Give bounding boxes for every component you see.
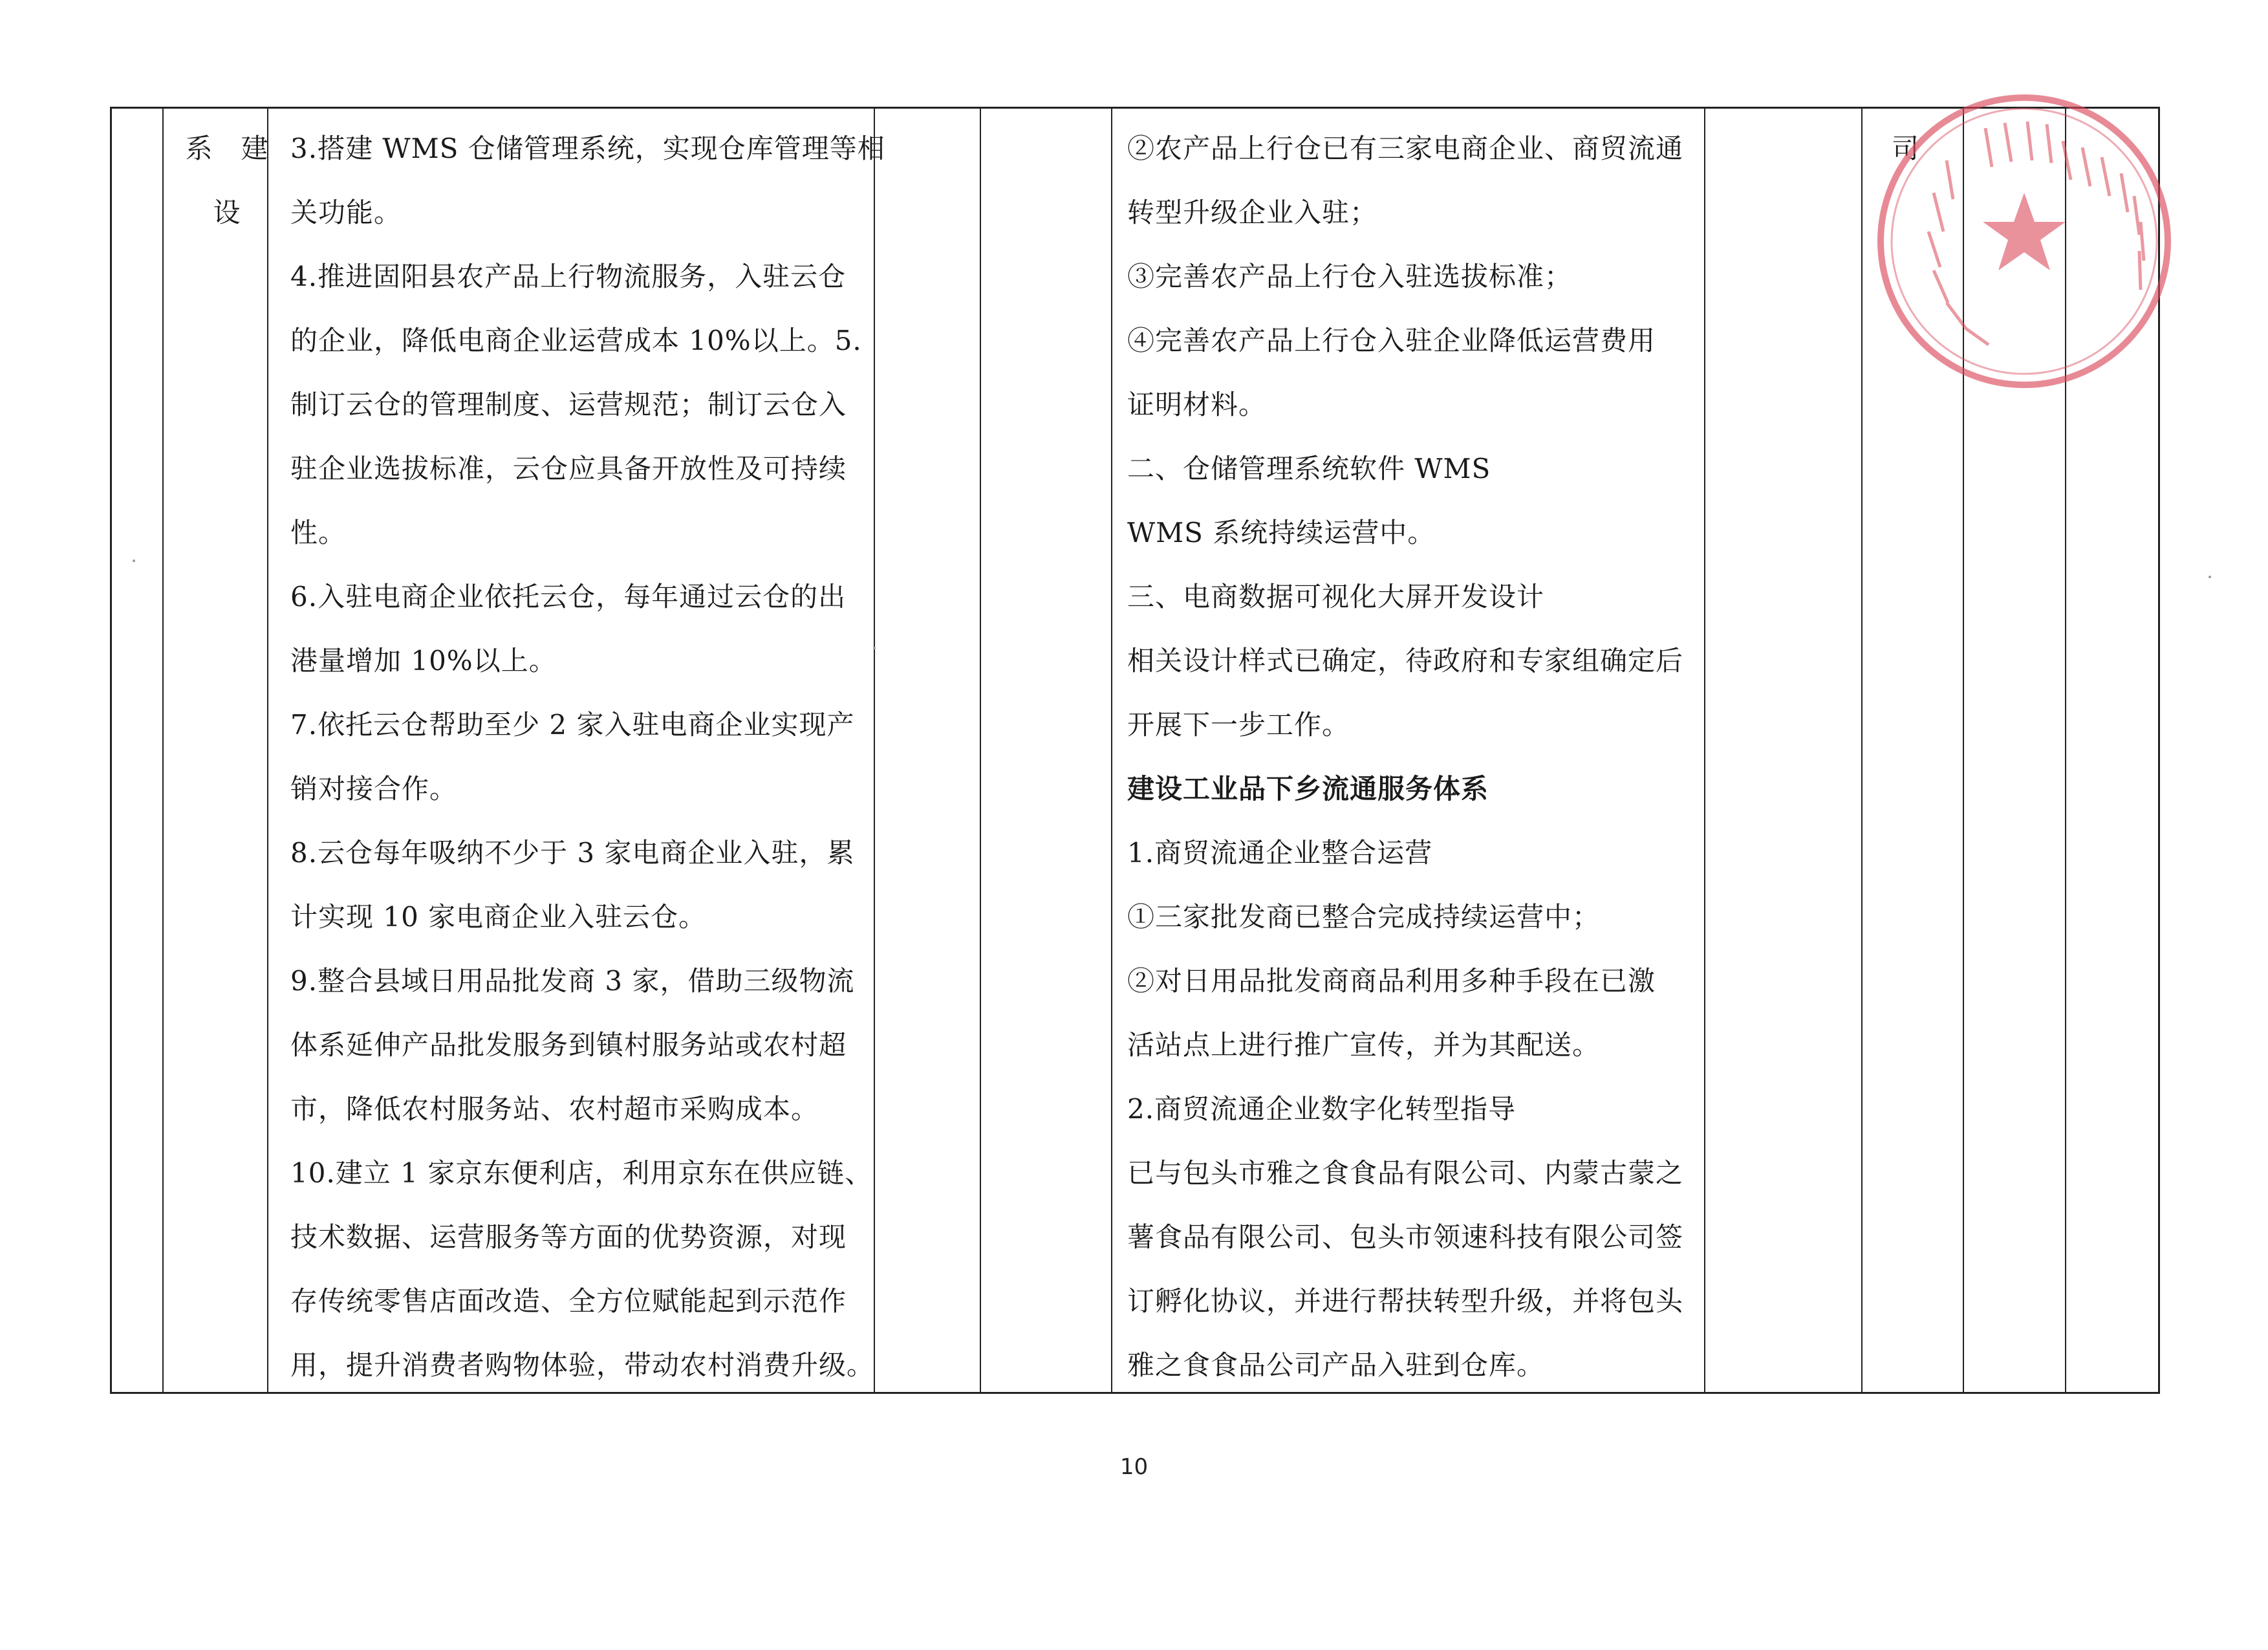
- table-rule: [162, 109, 164, 1392]
- progress-table: [110, 107, 2160, 1394]
- progress-line: 开展下一步工作。: [1127, 709, 1350, 741]
- target-line: 的企业，降低电商企业运营成本 10%以上。5.: [290, 325, 862, 356]
- targets-cell: [279, 109, 885, 1397]
- target-line: 6.入驻电商企业依托云仓，每年通过云仓的出: [290, 581, 847, 613]
- progress-line: 活站点上进行推广宣传，并为其配送。: [1127, 1029, 1601, 1061]
- progress-line: 相关设计样式已确定，待政府和专家组确定后: [1127, 645, 1684, 677]
- progress-line: WMS 系统持续运营中。: [1127, 517, 1436, 548]
- target-line: 9.整合县域日用品批发商 3 家，借助三级物流: [290, 965, 855, 997]
- page-number: 10: [1119, 1454, 1149, 1480]
- category-line: 系 建: [185, 133, 269, 164]
- progress-line: 建设工业品下乡流通服务体系: [1127, 773, 1489, 805]
- target-line: 4.推进固阳县农产品上行物流服务，入驻云仓: [290, 261, 847, 292]
- target-line: 计实现 10 家电商企业入驻云仓。: [290, 901, 707, 933]
- scan-speck: [873, 647, 876, 649]
- table-rule: [267, 109, 268, 1392]
- target-line: 技术数据、运营服务等方面的优势资源，对现: [290, 1221, 847, 1253]
- target-line: 用，提升消费者购物体验，带动农村消费升级。: [290, 1349, 875, 1381]
- progress-line: ②对日用品批发商商品利用多种手段在已激: [1127, 965, 1656, 997]
- scan-speck: [2209, 576, 2211, 578]
- target-line: 关功能。: [290, 197, 402, 228]
- table-rule: [1704, 109, 1705, 1392]
- official-seal-icon: [1869, 83, 2179, 393]
- progress-line: 雅之食食品公司产品入驻到仓库。: [1127, 1349, 1545, 1381]
- progress-line: 订孵化协议，并进行帮扶转型升级，并将包头: [1127, 1285, 1684, 1317]
- category-line: 设: [213, 197, 241, 228]
- target-line: 3.搭建 WMS 仓储管理系统，实现仓库管理等相: [290, 133, 885, 164]
- progress-line: 薯食品有限公司、包头市领速科技有限公司签: [1127, 1221, 1684, 1253]
- table-rule: [1111, 109, 1112, 1392]
- target-line: 10.建立 1 家京东便利店，利用京东在供应链、: [290, 1157, 873, 1189]
- progress-line: 转型升级企业入驻；: [1127, 197, 1378, 228]
- progress-line: 2.商贸流通企业数字化转型指导: [1127, 1093, 1517, 1125]
- progress-line: ①三家批发商已整合完成持续运营中；: [1127, 901, 1601, 933]
- progress-line: ④完善农产品上行仓入驻企业降低运营费用: [1127, 325, 1656, 356]
- table-rule: [980, 109, 981, 1392]
- category-cell: [175, 109, 279, 244]
- scan-speck: [133, 559, 135, 562]
- progress-line: 1.商贸流通企业整合运营: [1127, 837, 1433, 869]
- target-line: 7.依托云仓帮助至少 2 家入驻电商企业实现产: [290, 709, 855, 741]
- target-line: 体系延伸产品批发服务到镇村服务站或农村超: [290, 1029, 847, 1061]
- progress-line: 三、电商数据可视化大屏开发设计: [1127, 581, 1545, 613]
- progress-line: ②农产品上行仓已有三家电商企业、商贸流通: [1127, 133, 1684, 164]
- target-line: 8.云仓每年吸纳不少于 3 家电商企业入驻，累: [290, 837, 855, 869]
- progress-line: 已与包头市雅之食食品有限公司、内蒙古蒙之: [1127, 1157, 1684, 1189]
- target-line: 存传统零售店面改造、全方位赋能起到示范作: [290, 1285, 847, 1317]
- unit-line: 司: [1892, 133, 1920, 164]
- progress-line: ③完善农产品上行仓入驻选拔标准；: [1127, 261, 1573, 292]
- target-line: 性。: [290, 517, 347, 548]
- target-line: 驻企业选拔标准，云仓应具备开放性及可持续: [290, 453, 847, 484]
- target-line: 港量增加 10%以上。: [290, 645, 557, 677]
- progress-line: 二、仓储管理系统软件 WMS: [1127, 453, 1491, 484]
- target-line: 制订云仓的管理制度、运营规范；制订云仓入: [290, 389, 847, 420]
- target-line: 市，降低农村服务站、农村超市采购成本。: [290, 1093, 819, 1125]
- progress-line: 证明材料。: [1127, 389, 1267, 420]
- target-line: 销对接合作。: [290, 773, 458, 805]
- progress-cell: [1116, 109, 1698, 1397]
- table-rule: [1861, 109, 1863, 1392]
